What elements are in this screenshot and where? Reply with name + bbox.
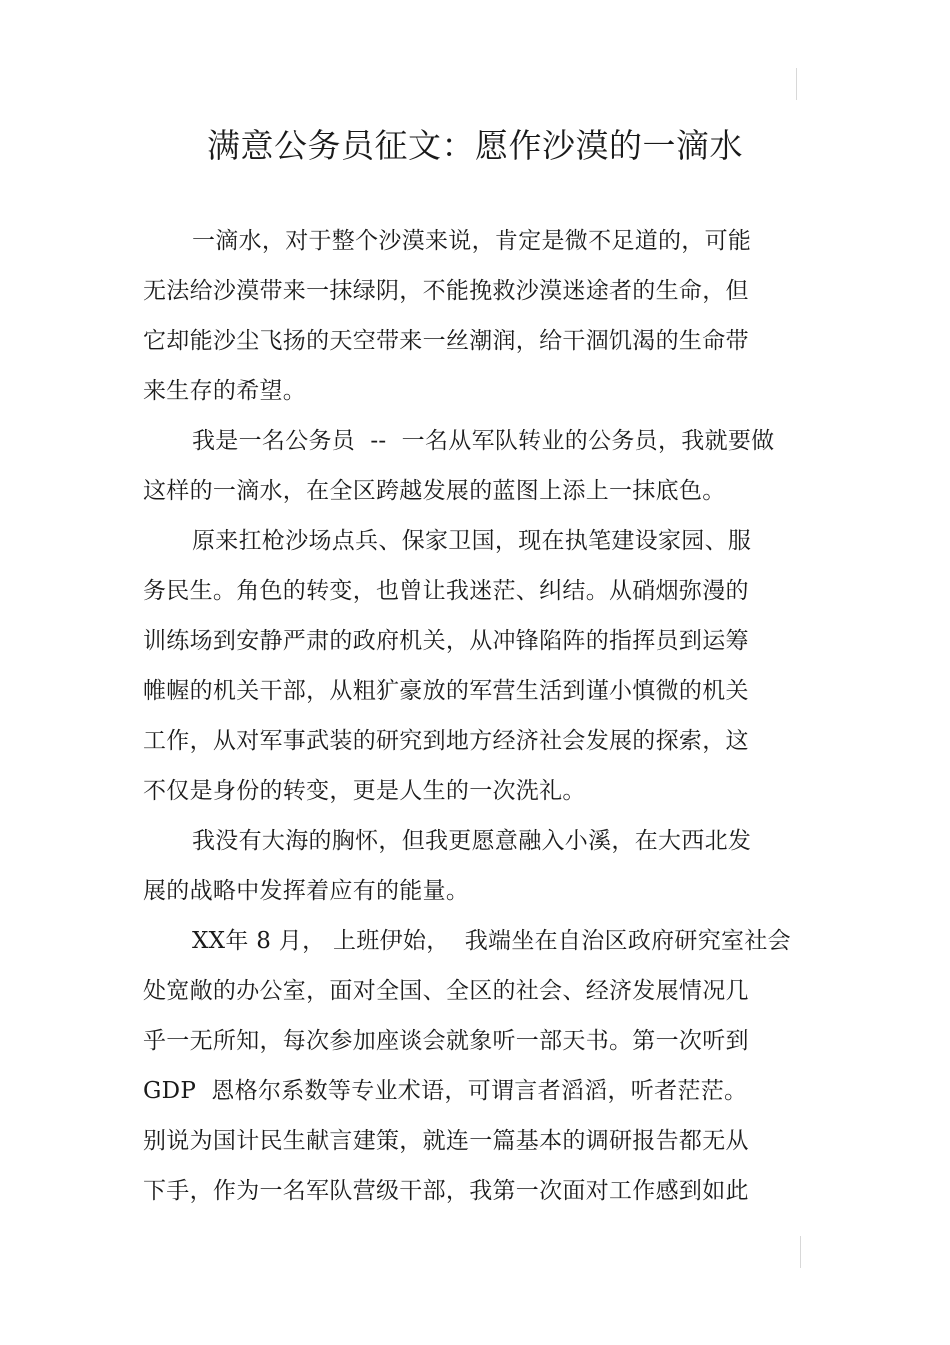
body-line: 不仅是身份的转变，更是人生的一次洗礼。 [143, 778, 586, 804]
body-line: 务民生。角色的转变，也曾让我迷茫、纠结。从硝烟弥漫的 [143, 578, 749, 604]
body-line: XX年 8 月， 上班伊始， 我端坐在自治区政府研究室社会 [192, 928, 791, 954]
body-line: GDP 恩格尔系数等专业术语，可谓言者滔滔，听者茫茫。 [143, 1078, 748, 1104]
body-line: 工作，从对军事武装的研究到地方经济社会发展的探索，这 [143, 728, 749, 754]
body-line: 处宽敞的办公室，面对全国、全区的社会、经济发展情况几 [143, 978, 749, 1004]
body-line: 无法给沙漠带来一抹绿阴，不能挽救沙漠迷途者的生命，但 [143, 278, 749, 304]
body-line: 原来扛枪沙场点兵、保家卫国，现在执笔建设家园、服 [192, 528, 752, 554]
body-line: 展的战略中发挥着应有的能量。 [143, 878, 470, 904]
body-line: 帷幄的机关干部，从粗犷豪放的军营生活到谨小慎微的机关 [143, 678, 749, 704]
body-line: 这样的一滴水，在全区跨越发展的蓝图上添上一抹底色。 [143, 478, 726, 504]
document-body [143, 216, 791, 1216]
body-line: 下手，作为一名军队营级干部，我第一次面对工作感到如此 [143, 1178, 749, 1204]
body-line: 一滴水，对于整个沙漠来说，肯定是微不足道的，可能 [192, 228, 752, 254]
page-edge-mark-bottom [800, 1236, 801, 1268]
body-line: 别说为国计民生献言建策，就连一篇基本的调研报告都无从 [143, 1128, 749, 1154]
body-line: 我是一名公务员 -- 一名从军队转业的公务员，我就要做 [192, 428, 775, 454]
document-title: 满意公务员征文：愿作沙漠的一滴水 [207, 126, 743, 165]
body-line: 它却能沙尘飞扬的天空带来一丝潮润，给干涸饥渴的生命带 [143, 328, 749, 354]
body-line: 我没有大海的胸怀，但我更愿意融入小溪，在大西北发 [192, 828, 752, 854]
body-line: 训练场到安静严肃的政府机关，从冲锋陷阵的指挥员到运筹 [143, 628, 749, 654]
body-line: 乎一无所知，每次参加座谈会就象听一部天书。第一次听到 [143, 1028, 749, 1054]
page-edge-mark-top [796, 68, 797, 100]
body-line: 来生存的希望。 [143, 378, 307, 404]
